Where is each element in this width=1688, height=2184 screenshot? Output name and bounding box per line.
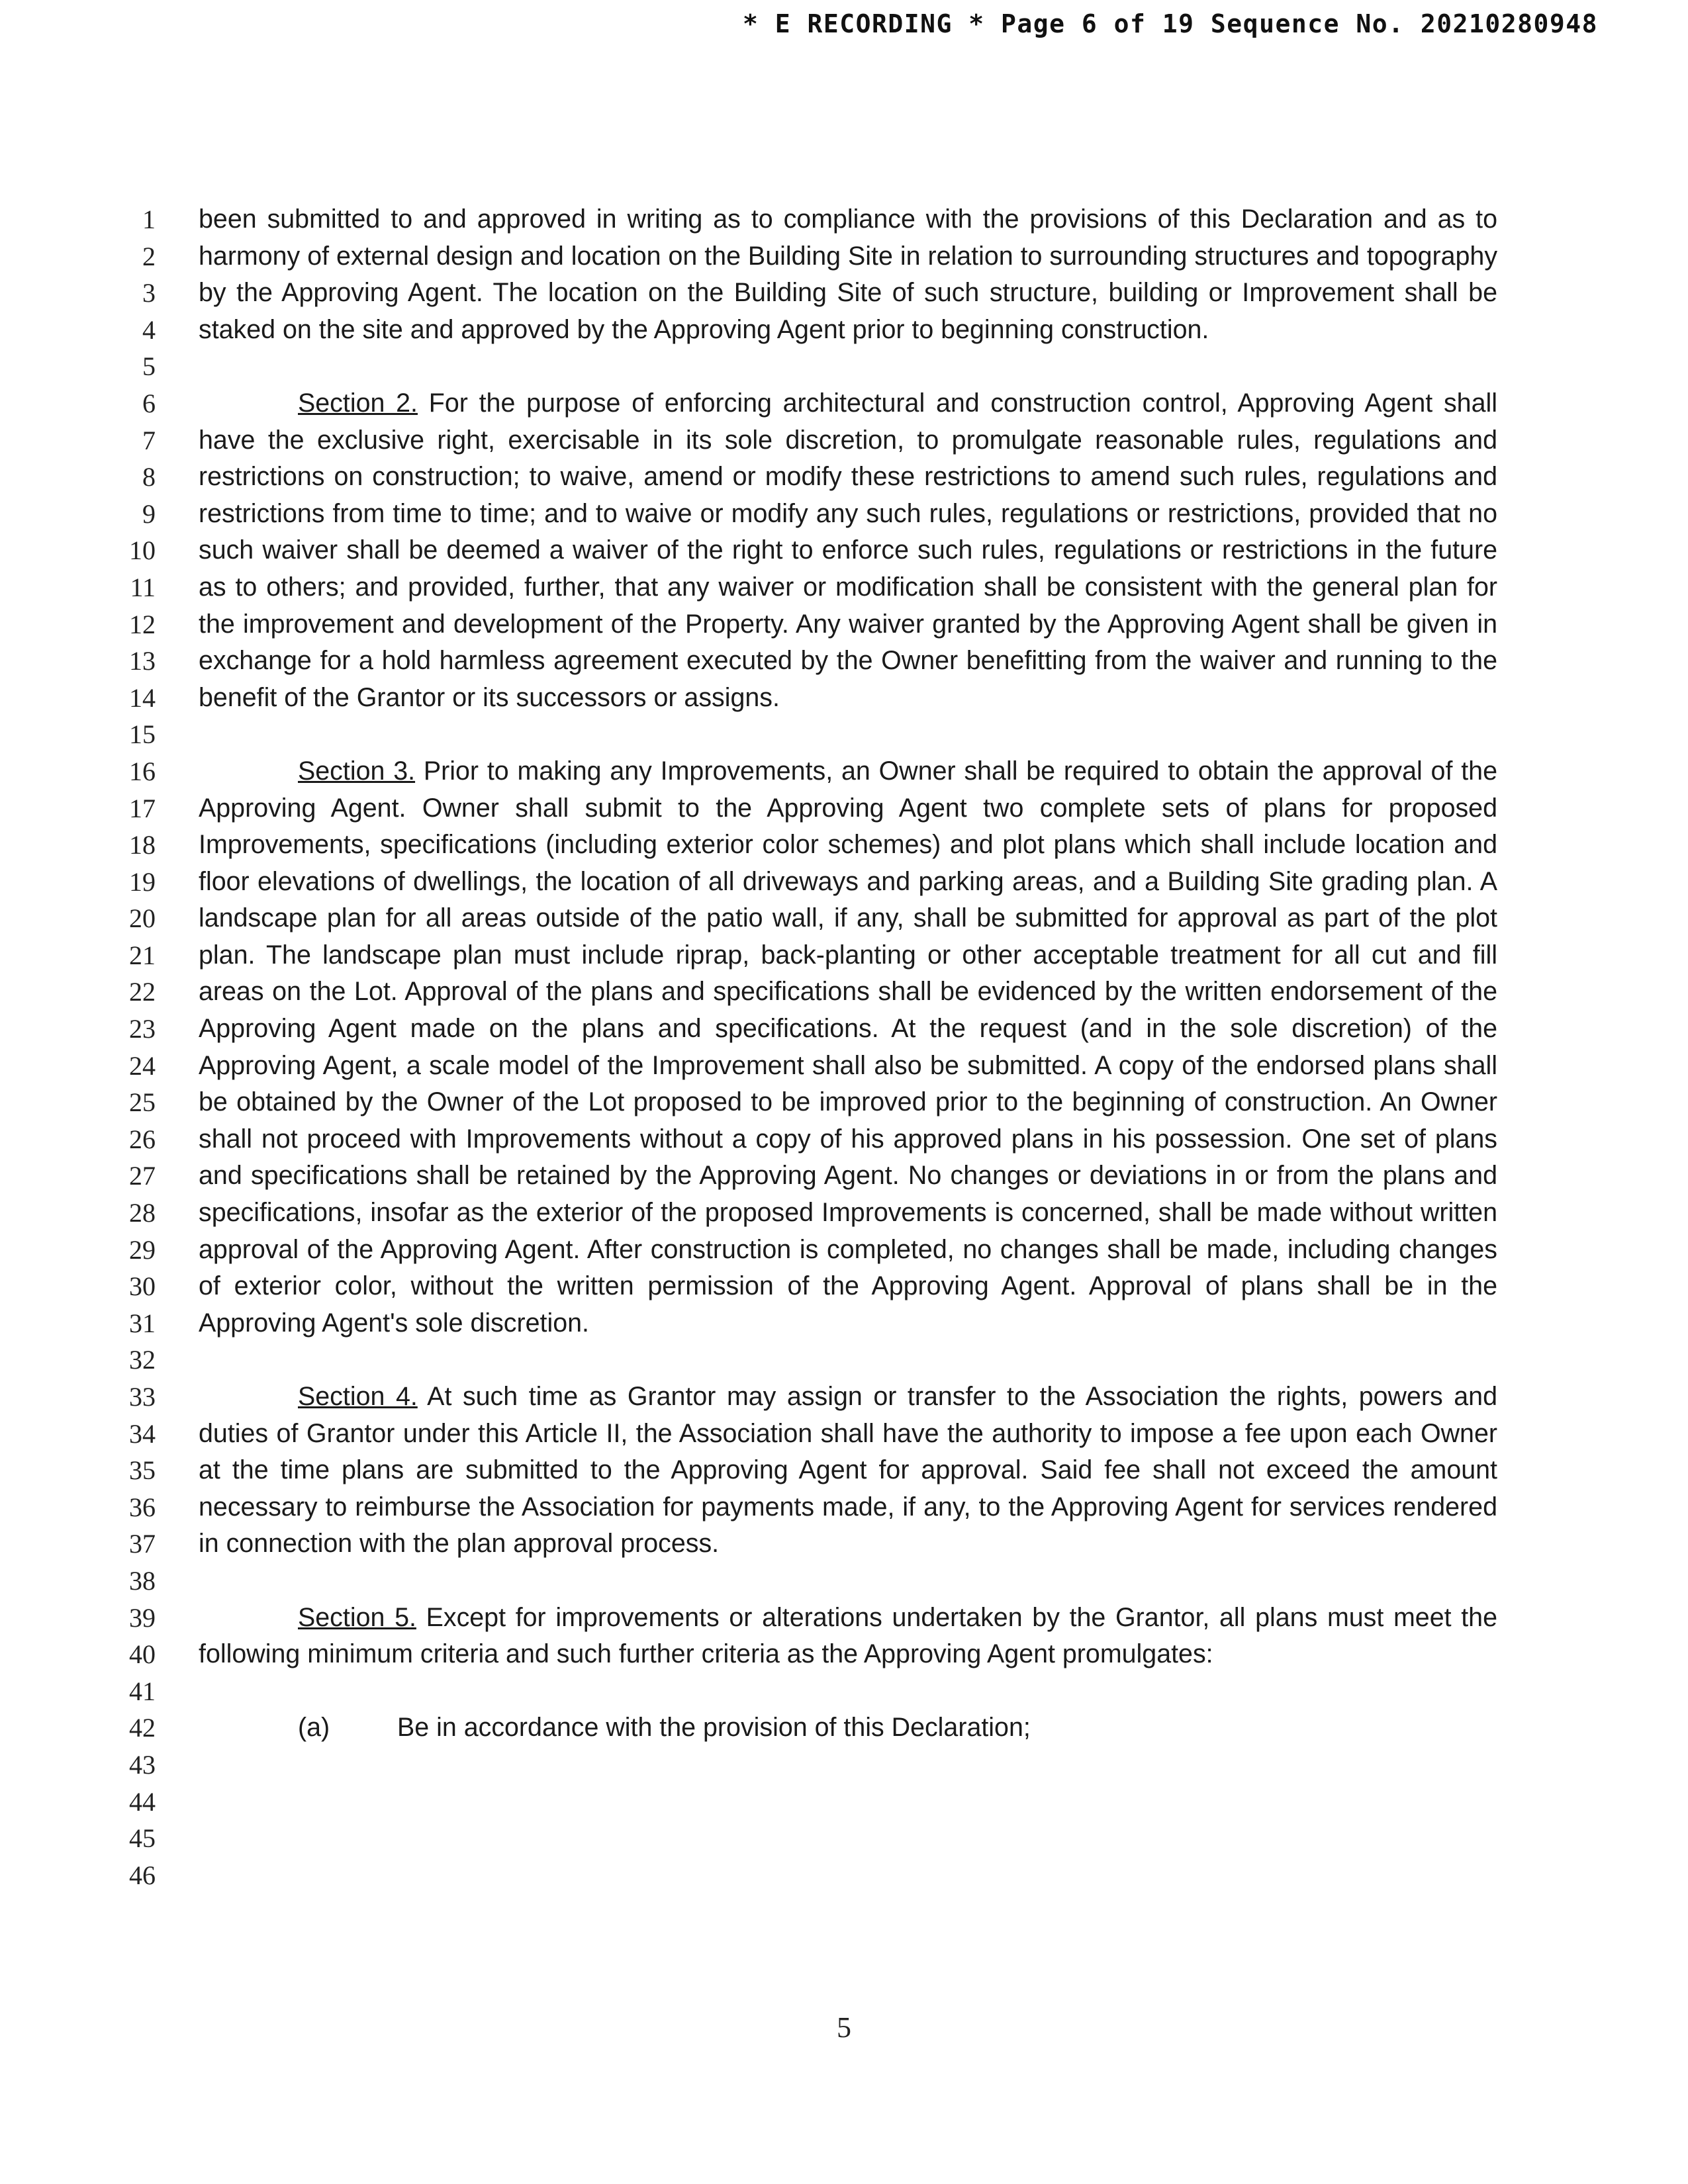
line-number: 7 xyxy=(142,425,156,455)
line-number: 36 xyxy=(129,1492,156,1522)
line-number: 26 xyxy=(129,1124,156,1154)
paragraph-text: been submitted to and approved in writing as to compliance with the provisions of this Declaration and as to harmony of external design and location on the Building Site in relation to surrounding structures and topography by the Approving Agent. The location on the Building Site of such structure, building or Improvement shall be staked on the site and approved by the Approving Agent prior to beginning construction. xyxy=(199,205,1498,344)
line-number: 42 xyxy=(129,1713,156,1743)
line-number: 12 xyxy=(129,609,156,639)
paragraph-text: Except for improvements or alterations undertaken by the Grantor, all plans must meet the following minimum criteria and such further criteria as the Approving Agent promulgates: xyxy=(199,1602,1497,1669)
line-number: 11 xyxy=(130,572,156,602)
line-number: 10 xyxy=(129,535,156,566)
page-number: 5 xyxy=(837,2011,851,2044)
line-number: 21 xyxy=(129,940,156,970)
line-number: 5 xyxy=(142,351,156,382)
line-number: 6 xyxy=(142,388,156,418)
paragraph-text: Prior to making any Improvements, an Owner shall be required to obtain the approval of the Approving Agent. Owner shall submit to the Approving Agent two complete sets of plans for proposed Improvements, specifications (including exterior color schemes) and plot plans which shall include location and floor elevations of dwellings, the location of all driveways and parking areas, and a Building Site grading plan. A landscape plan for all areas outside of the patio wall, if any, shall be submitted for approval as part of the plot plan. The landscape plan must include riprap, back-planting or other acceptable treatment for all cut and fill areas on the Lot. Approval of the plans and specifications shall be evidenced by the written endorsement of the Approving Agent made on the plans and specifications. At the request (and in the sole discretion) of the Approving Agent, a scale model of the Improvement shall also be submitted. A copy of the endorsed plans shall be obtained by the Owner of the Lot proposed to be improved prior to the beginning of construction. An Owner shall not proceed with Improvements without a copy of his approved plans in his possession. One set of plans and specifications shall be retained by the Approving Agent. No changes or deviations in or from the plans and specifications, insofar as the exterior of the proposed Improvements is concerned, shall be made without written approval of the Approving Agent. After construction is completed, no changes shall be made, including changes of exterior color, without the written permission of the Approving Agent. Approval of plans shall be in the Approving Agent's sole discretion. xyxy=(199,756,1497,1338)
paragraph-text: At such time as Grantor may assign or transfer to the Association the rights, powers and duties of Grantor under this Article II, the Association shall have the authority to impose a fee upon each Owner at the time plans are submitted to the Approving Agent for approval. Said fee shall not exceed the amount necessary to reimburse the Association for payments made, if any, to the Approving Agent for services rendered in connection with the plan approval process. xyxy=(199,1382,1497,1559)
line-number: 32 xyxy=(129,1345,156,1375)
line-number: 34 xyxy=(129,1418,156,1449)
line-number: 46 xyxy=(129,1860,156,1890)
line-number: 45 xyxy=(129,1823,156,1854)
line-number: 19 xyxy=(129,866,156,897)
line-number: 31 xyxy=(129,1308,156,1338)
line-number: 28 xyxy=(129,1198,156,1228)
line-number: 29 xyxy=(129,1234,156,1265)
document-body xyxy=(199,201,1497,1784)
line-number: 17 xyxy=(129,793,156,823)
list-item-label: (a) xyxy=(298,1713,330,1743)
line-number: 18 xyxy=(129,830,156,860)
paragraph-continuation xyxy=(199,201,1497,348)
line-number: 38 xyxy=(129,1565,156,1596)
line-number: 22 xyxy=(129,977,156,1007)
section-heading: Section 2. xyxy=(298,388,418,418)
list-item-text: Be in accordance with the provision of this Declaration; xyxy=(397,1713,1031,1743)
recording-header: * E RECORDING * Page 6 of 19 Sequence No. 20210280948 xyxy=(742,9,1598,38)
line-number: 41 xyxy=(129,1676,156,1706)
line-number-column xyxy=(99,201,156,1893)
line-number: 1 xyxy=(142,205,156,234)
line-number: 39 xyxy=(129,1602,156,1633)
line-number: 35 xyxy=(129,1455,156,1486)
line-number: 16 xyxy=(129,756,156,786)
line-number: 27 xyxy=(129,1161,156,1191)
line-number: 43 xyxy=(129,1749,156,1780)
line-number: 3 xyxy=(142,278,156,308)
line-number: 14 xyxy=(129,682,156,713)
line-number: 2 xyxy=(142,241,156,271)
line-number: 8 xyxy=(142,462,156,492)
section-heading: Section 4. xyxy=(298,1382,418,1411)
line-number: 33 xyxy=(129,1382,156,1412)
paragraph-section-5 xyxy=(199,1600,1497,1673)
line-number: 20 xyxy=(129,903,156,934)
paragraph-section-3 xyxy=(199,753,1497,1342)
section-heading: Section 5. xyxy=(298,1602,416,1632)
line-number: 25 xyxy=(129,1087,156,1118)
line-number: 9 xyxy=(142,498,156,529)
line-number: 40 xyxy=(129,1639,156,1670)
line-number: 44 xyxy=(129,1786,156,1817)
line-number: 15 xyxy=(129,719,156,750)
list-item xyxy=(199,1709,1497,1747)
line-number: 24 xyxy=(129,1050,156,1081)
line-number: 4 xyxy=(142,314,156,345)
line-number: 37 xyxy=(129,1529,156,1559)
line-number: 23 xyxy=(129,1014,156,1044)
paragraph-text: For the purpose of enforcing architectural and construction control, Approving Agent shall have the exclusive right, exercisable in its sole discretion, to promulgate reasonable rules, regulations and restrictions on construction; to waive, amend or modify these restrictions to amend such rules, regulations and restrictions from time to time; and to waive or modify any such rules, regulations or restrictions, provided that no such waiver shall be deemed a waiver of the right to enforce such rules, regulations or restrictions in the future as to others; and provided, further, that any waiver or modification shall be consistent with the general plan for the improvement and development of the Property. Any waiver granted by the Approving Agent shall be given in exchange for a hold harmless agreement executed by the Owner benefitting from the waiver and running to the benefit of the Grantor or its successors or assigns. xyxy=(199,388,1497,712)
section-heading: Section 3. xyxy=(298,756,416,786)
paragraph-section-2 xyxy=(199,385,1497,716)
paragraph-section-4 xyxy=(199,1379,1497,1563)
line-number: 13 xyxy=(129,646,156,676)
line-number: 30 xyxy=(129,1271,156,1302)
